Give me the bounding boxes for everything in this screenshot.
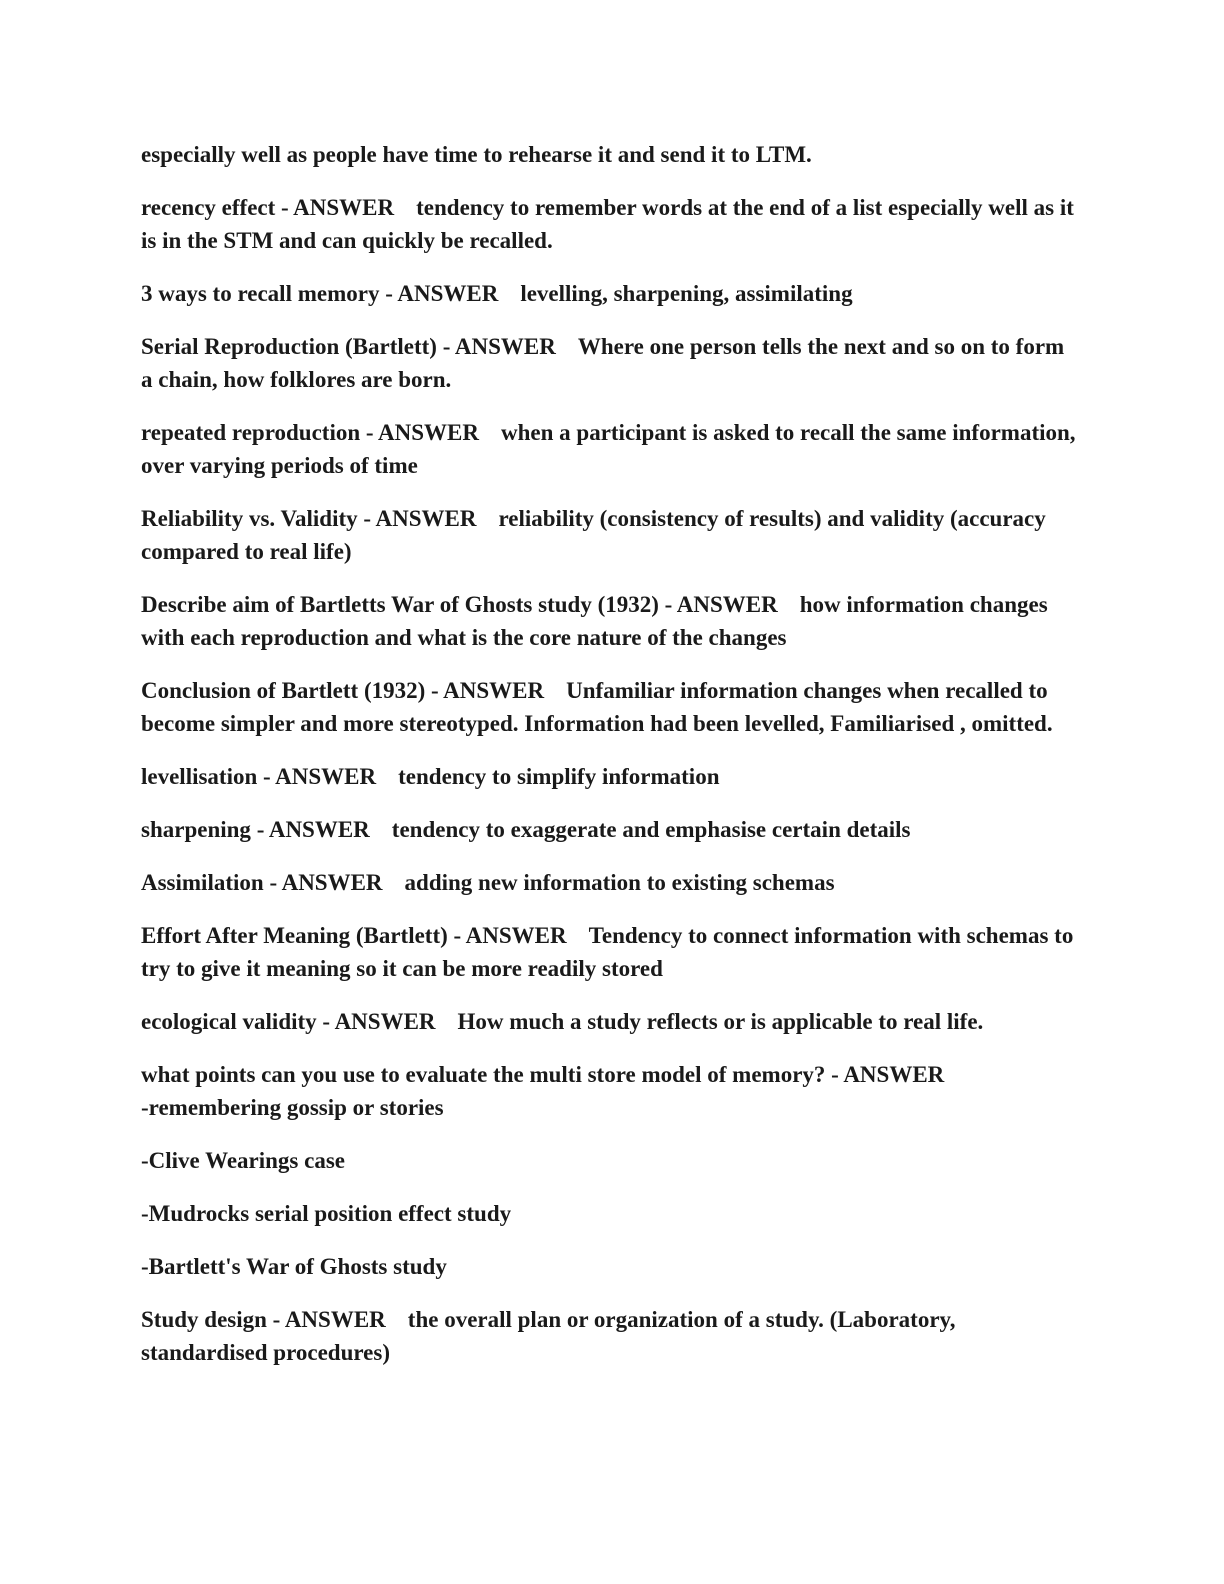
entry-study-design: Study design - ANSWER the overall plan or organization of a study. (Laboratory, standardised procedures) — [141, 1307, 962, 1365]
entry-bartlett-aim: Describe aim of Bartletts War of Ghosts study (1932) - ANSWER how information changes with each reproduction and what is the core nature of the changes — [141, 592, 1054, 650]
entry-definition: tendency to remember words at the end of a list especially well as it is in the STM and can quickly be recalled. — [141, 195, 1080, 253]
answer-label: ANSWER — [293, 195, 395, 220]
entry-term: Serial Reproduction (Bartlett) — [141, 334, 437, 359]
entry-term: Assimilation — [141, 870, 264, 895]
entry-definition: Tendency to connect information with schemas to try to give it meaning so it can be more readily stored — [141, 923, 1080, 981]
document-page — [141, 138, 1082, 1389]
entry-assimilation: Assimilation - ANSWER adding new information to existing schemas — [141, 870, 835, 895]
entry-term: Reliability vs. Validity — [141, 506, 358, 531]
answer-label: ANSWER — [375, 506, 477, 531]
question-first-point: -remembering gossip or stories — [141, 1095, 444, 1120]
answer-label: ANSWER — [397, 281, 499, 306]
entry-term: repeated reproduction — [141, 420, 361, 445]
entry-term: Describe aim of Bartletts War of Ghosts study (1932) — [141, 592, 659, 617]
answer-label: ANSWER — [284, 1307, 386, 1332]
entry-effort-after-meaning: Effort After Meaning (Bartlett) - ANSWER Tendency to connect information with schemas to try to give it meaning so it can be more readily stored — [141, 923, 1080, 981]
question-multi-store-model: what points can you use to evaluate the multi store model of memory? - ANSWER -remembering gossip or stories — [141, 1062, 945, 1120]
entry-definition: adding new information to existing schemas — [404, 870, 835, 895]
entry-definition: when a participant is asked to recall the same information, over varying periods of time — [141, 420, 1082, 478]
entry-definition: tendency to exaggerate and emphasise certain details — [391, 817, 911, 842]
question-point: -Bartlett's War of Ghosts study — [141, 1254, 447, 1279]
entry-definition: levelling, sharpening, assimilating — [520, 281, 853, 306]
question-point: -Clive Wearings case — [141, 1148, 345, 1173]
entry-repeated-reproduction: repeated reproduction - ANSWER when a participant is asked to recall the same information, over varying periods of time — [141, 420, 1082, 478]
answer-label: ANSWER — [275, 764, 377, 789]
answer-label: ANSWER — [334, 1009, 436, 1034]
entry-term: levellisation — [141, 764, 258, 789]
entry-definition: the overall plan or organization of a study. (Laboratory, standardised procedures) — [141, 1307, 962, 1365]
answer-label: ANSWER — [465, 923, 567, 948]
entry-serial-reproduction: Serial Reproduction (Bartlett) - ANSWER Where one person tells the next and so on to form a chain, how folklores are born. — [141, 334, 1070, 392]
answer-label: ANSWER — [454, 334, 556, 359]
entry-term: ecological validity — [141, 1009, 317, 1034]
entry-definition: Where one person tells the next and so on to form a chain, how folklores are born. — [141, 334, 1070, 392]
entry-term: 3 ways to recall memory — [141, 281, 380, 306]
entry-definition: how information changes with each reproduction and what is the core nature of the changes — [141, 592, 1054, 650]
entry-term: Effort After Meaning (Bartlett) — [141, 923, 448, 948]
entry-levellisation: levellisation - ANSWER tendency to simplify information — [141, 764, 720, 789]
entry-term: recency effect — [141, 195, 276, 220]
entry-reliability-validity: Reliability vs. Validity - ANSWER reliability (consistency of results) and validity (accuracy compared to real life) — [141, 506, 1052, 564]
question-point: -Mudrocks serial position effect study — [141, 1201, 512, 1226]
entry-definition: reliability (consistency of results) and validity (accuracy compared to real life) — [141, 506, 1052, 564]
entry-term: Study design — [141, 1307, 267, 1332]
answer-label: ANSWER — [843, 1062, 945, 1087]
answer-label: ANSWER — [268, 817, 370, 842]
entry-ecological-validity: ecological validity - ANSWER How much a study reflects or is applicable to real life. — [141, 1009, 984, 1034]
entry-term: Conclusion of Bartlett (1932) — [141, 678, 426, 703]
continuation-text: especially well as people have time to rehearse it and send it to LTM. — [141, 142, 812, 167]
entry-definition: tendency to simplify information — [398, 764, 720, 789]
answer-label: ANSWER — [676, 592, 778, 617]
answer-label: ANSWER — [378, 420, 479, 445]
question-term: what points can you use to evaluate the multi store model of memory? — [141, 1062, 826, 1087]
entry-recall-ways: 3 ways to recall memory - ANSWER levelling, sharpening, assimilating — [141, 281, 853, 306]
entry-sharpening: sharpening - ANSWER tendency to exaggerate and emphasise certain details — [141, 817, 911, 842]
entry-definition: Unfamiliar information changes when recalled to become simpler and more stereotyped. Information had been levelled, Familiarised , omitted. — [141, 678, 1054, 736]
entry-recency-effect: recency effect - ANSWER tendency to remember words at the end of a list especially well as it is in the STM and can quickly be recalled. — [141, 195, 1080, 253]
answer-label: ANSWER — [443, 678, 545, 703]
entry-bartlett-conclusion: Conclusion of Bartlett (1932) - ANSWER Unfamiliar information changes when recalled to become simpler and more stereotyped. Information had been levelled, Familiarised , omitted. — [141, 678, 1054, 736]
entry-definition: How much a study reflects or is applicable to real life. — [457, 1009, 984, 1034]
answer-label: ANSWER — [281, 870, 383, 895]
entry-term: sharpening — [141, 817, 251, 842]
